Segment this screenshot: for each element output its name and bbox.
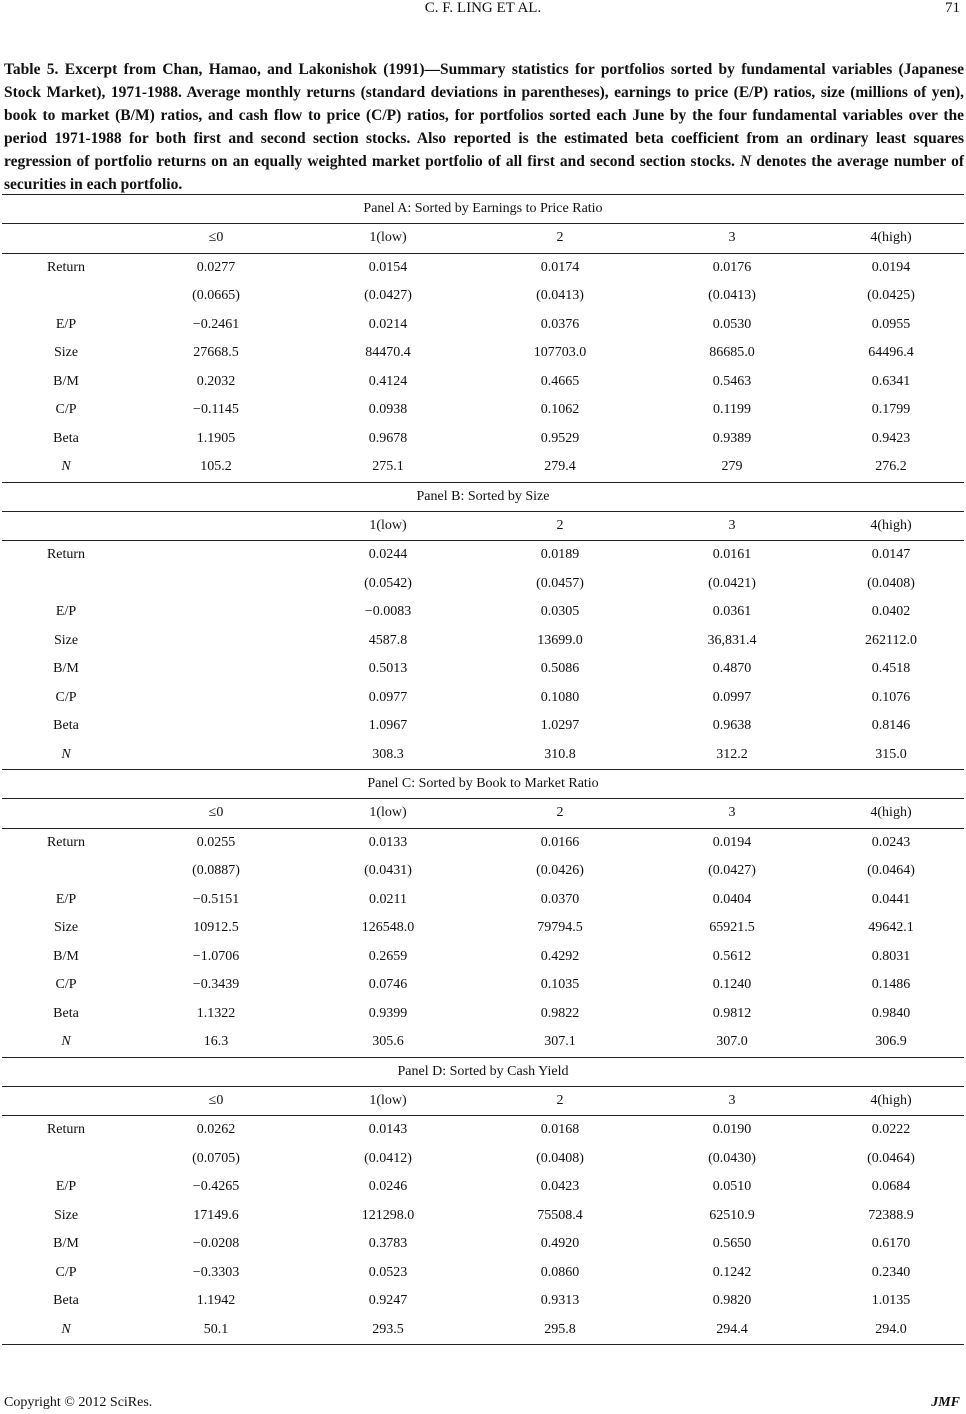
table-cell: 0.0955 [871, 316, 911, 332]
table-cell: 0.9423 [871, 430, 911, 446]
table-row [2, 1316, 964, 1345]
table-cell: (0.0542) [364, 575, 412, 591]
table-cell: 310.8 [474, 741, 646, 770]
table-cell: 84470.4 [365, 345, 411, 361]
table-cell: (0.0665) [192, 288, 240, 304]
table-cell: 307.1 [474, 1028, 646, 1057]
table-row [2, 1230, 964, 1259]
table-cell: 0.0404 [712, 891, 752, 907]
table-cell: 276.2 [818, 453, 964, 482]
table-cell: 0.4920 [540, 1236, 580, 1252]
table-cell: 0.1486 [871, 977, 911, 993]
table-cell: 0.9820 [712, 1293, 752, 1309]
table-cell: (0.0413) [708, 288, 756, 304]
table-cell: 0.0361 [712, 604, 752, 620]
table-cell: 0.9822 [540, 1005, 580, 1021]
table-cell: 0.0746 [368, 977, 408, 993]
table-cell: 0.0938 [368, 402, 408, 418]
row-label: Beta [53, 1293, 79, 1309]
table-cell: 275.1 [302, 453, 474, 482]
table-row [2, 886, 964, 915]
row-label: B/M [53, 1236, 79, 1252]
column-header: 4(high) [818, 511, 964, 541]
column-header: 1(low) [302, 799, 474, 829]
table-cell: 0.6170 [871, 1236, 911, 1252]
column-header-row [2, 1086, 964, 1116]
table-cell: 0.1199 [713, 402, 751, 418]
table-cell: 0.0189 [540, 547, 580, 563]
caption-text-end: denotes the average number of securities in each portfolio. [4, 153, 964, 193]
row-label [2, 570, 130, 599]
table-cell: 0.4124 [368, 373, 408, 389]
row-label: Return [46, 259, 86, 275]
table-cell: 0.0147 [871, 547, 911, 563]
table-cell: 0.0997 [712, 689, 752, 705]
column-header: 2 [474, 511, 646, 541]
table-cell: 0.9313 [540, 1293, 580, 1309]
table-cell: 17149.6 [193, 1207, 239, 1223]
column-header: 3 [646, 1086, 818, 1116]
table-cell: 16.3 [130, 1028, 302, 1057]
table-cell: 126548.0 [361, 920, 415, 936]
table-cell: 0.0277 [196, 259, 236, 275]
table-cell [130, 570, 302, 599]
column-header [2, 511, 130, 541]
table-cell: 0.5612 [712, 948, 752, 964]
table-cell: 0.0222 [871, 1122, 911, 1138]
table-cell: 295.8 [474, 1316, 646, 1345]
table-cell: 0.0194 [712, 834, 752, 850]
panel-title: Panel C: Sorted by Book to Market Ratio [2, 770, 964, 799]
running-head-authors: C. F. LING ET AL. [424, 0, 542, 16]
table-cell: (0.0413) [536, 288, 584, 304]
table-cell: (0.0887) [192, 863, 240, 879]
row-label: N [2, 1028, 130, 1057]
table-row [2, 453, 964, 482]
table-row [2, 943, 964, 972]
table-cell: −0.3439 [192, 977, 240, 993]
table-cell [130, 598, 302, 627]
table-cell: (0.0426) [536, 863, 584, 879]
row-label: Beta [53, 430, 79, 446]
column-header: 1(low) [302, 1086, 474, 1116]
table-cell [130, 655, 302, 684]
table-cell: 0.0423 [540, 1179, 580, 1195]
table-cell: 0.0176 [712, 259, 752, 275]
table-cell: −0.0083 [364, 604, 412, 620]
column-header: 2 [474, 1086, 646, 1116]
caption-text: Table 5. Excerpt from Chan, Hamao, and Lakonishok (1991)—Summary statistics for portfolios sorted by fundamental variables (Japanese Stock Market), 1971-1988. Average monthly returns (standard deviations in parentheses), earnings to price (E/P) ratios, size (millions of yen), book to market (B/M) ratios, and cash flow to price (C/P) ratios, for portfolios sorted each June by the four fundamental variables over the period 1971-1988 for both first and second section stocks. Also reported is the estimated beta coefficient from an ordinary least squares regression of portfolio returns on an equally weighted market portfolio of all first and second section stocks. [4, 61, 964, 170]
page-number: 71 [945, 0, 960, 16]
row-label [2, 282, 130, 311]
table-cell: (0.0427) [364, 288, 412, 304]
row-label: Size [53, 632, 79, 648]
table-cell: 294.0 [818, 1316, 964, 1345]
column-header: 4(high) [818, 799, 964, 829]
table-cell: (0.0427) [708, 863, 756, 879]
table-cell: 4587.8 [368, 632, 408, 648]
table-row [2, 627, 964, 656]
table-cell: 0.0530 [712, 316, 752, 332]
table-cell: 49642.1 [868, 920, 914, 936]
table-cell: 0.0376 [540, 316, 580, 332]
table-cell: 315.0 [818, 741, 964, 770]
table-cell: 0.5650 [712, 1236, 752, 1252]
table-cell [130, 627, 302, 656]
row-label: Beta [53, 1005, 79, 1021]
column-header-row [2, 799, 964, 829]
table-row [2, 1028, 964, 1057]
row-label: Return [46, 1122, 86, 1138]
table-cell: 36,831.4 [707, 632, 757, 648]
copyright-notice: Copyright © 2012 SciRes. [4, 1395, 153, 1410]
row-label: N [2, 453, 130, 482]
row-label: Return [46, 834, 86, 850]
table-cell: 72388.9 [868, 1207, 914, 1223]
row-label: C/P [55, 977, 77, 993]
table-cell: 0.0523 [368, 1264, 408, 1280]
table-cell: −0.4265 [192, 1179, 240, 1195]
table-cell: 0.1076 [871, 689, 911, 705]
table-row [2, 712, 964, 741]
table-row [2, 570, 964, 599]
table-cell [130, 684, 302, 713]
table-cell: 0.0262 [196, 1122, 236, 1138]
table-row [2, 1259, 964, 1288]
table-row [2, 339, 964, 368]
column-header: ≤0 [130, 1086, 302, 1116]
running-head [0, 0, 966, 24]
table-cell: 0.0684 [871, 1179, 911, 1195]
table-row [2, 971, 964, 1000]
table-cell: 0.0305 [540, 604, 580, 620]
table-cell: 0.6341 [871, 373, 911, 389]
table-cell: 0.0441 [871, 891, 911, 907]
table-cell: 0.0402 [871, 604, 911, 620]
table-cell: 0.2340 [871, 1264, 911, 1280]
table-cell: −0.5151 [192, 891, 240, 907]
row-label [2, 857, 130, 886]
table-cell: 1.0297 [540, 718, 580, 734]
table-row [2, 425, 964, 454]
column-header: 3 [646, 224, 818, 254]
table-row [2, 1000, 964, 1029]
table-cell: 0.5086 [540, 661, 580, 677]
table-cell: 1.0967 [368, 718, 408, 734]
column-header: 3 [646, 511, 818, 541]
table-row [2, 1173, 964, 1202]
table-row [2, 741, 964, 770]
table-cell: 312.2 [646, 741, 818, 770]
table-cell: 305.6 [302, 1028, 474, 1057]
table-cell: 79794.5 [537, 920, 583, 936]
table-cell: 0.0174 [540, 259, 580, 275]
table-cell: 0.0977 [368, 689, 408, 705]
panel-title: Panel B: Sorted by Size [2, 482, 964, 511]
table-cell: 262112.0 [865, 632, 917, 648]
table-cell: −0.2461 [192, 316, 240, 332]
table-cell: (0.0464) [867, 863, 915, 879]
column-header-row [2, 224, 964, 254]
table-cell: 1.1905 [196, 430, 236, 446]
table-cell: 0.4870 [712, 661, 752, 677]
table-cell: 1.1322 [196, 1005, 236, 1021]
column-header: 2 [474, 224, 646, 254]
panel-title-row [2, 770, 964, 799]
table-cell: (0.0431) [364, 863, 412, 879]
table-cell: 0.0166 [540, 834, 580, 850]
table-cell: 0.0190 [712, 1122, 752, 1138]
table-cell: 0.0244 [368, 547, 408, 563]
table-row [2, 1116, 964, 1145]
table-cell: −0.3303 [192, 1264, 240, 1280]
table-cell: 0.2032 [196, 373, 236, 389]
table-cell: 0.9638 [712, 718, 752, 734]
column-header [2, 224, 130, 254]
table-row [2, 368, 964, 397]
table-row [2, 684, 964, 713]
table-cell: −1.0706 [192, 948, 240, 964]
table-cell: 0.2659 [368, 948, 408, 964]
row-label: Beta [53, 718, 79, 734]
table-row [2, 282, 964, 311]
row-label: Size [53, 1207, 79, 1223]
table-cell: 306.9 [818, 1028, 964, 1057]
table-cell: (0.0457) [536, 575, 584, 591]
panel-title: Panel D: Sorted by Cash Yield [2, 1057, 964, 1086]
table-cell: 0.1062 [540, 402, 580, 418]
table-cell: 308.3 [302, 741, 474, 770]
table-cell [130, 541, 302, 570]
row-label [2, 1145, 130, 1174]
table-cell: (0.0408) [867, 575, 915, 591]
table-row [2, 1145, 964, 1174]
table-cell: −0.1145 [193, 402, 239, 418]
table-cell: (0.0408) [536, 1150, 584, 1166]
journal-abbreviation: JMF [931, 1395, 960, 1410]
table-cell: 105.2 [130, 453, 302, 482]
table-cell: 0.4292 [540, 948, 580, 964]
table-cell: 0.0211 [369, 891, 407, 907]
table-cell: 0.0161 [712, 547, 752, 563]
table-cell: 75508.4 [537, 1207, 583, 1223]
column-header: 1(low) [302, 511, 474, 541]
table-cell: 107703.0 [533, 345, 587, 361]
table-cell: (0.0412) [364, 1150, 412, 1166]
row-label: Size [53, 920, 79, 936]
table-row [2, 253, 964, 282]
table-cell: (0.0430) [708, 1150, 756, 1166]
row-label: Return [46, 547, 86, 563]
table-cell: 294.4 [646, 1316, 818, 1345]
table-cell: 65921.5 [709, 920, 755, 936]
table-row [2, 1202, 964, 1231]
table-cell: 0.8146 [871, 718, 911, 734]
table-cell: 279 [646, 453, 818, 482]
row-label: C/P [55, 1264, 77, 1280]
table-cell: 0.0370 [540, 891, 580, 907]
column-header-row [2, 511, 964, 541]
table-row [2, 598, 964, 627]
table-cell: 0.1799 [871, 402, 911, 418]
table-row [2, 828, 964, 857]
table-cell: (0.0705) [192, 1150, 240, 1166]
row-label: B/M [53, 948, 79, 964]
row-label: C/P [55, 689, 77, 705]
row-label: N [2, 1316, 130, 1345]
table-cell: 0.8031 [871, 948, 911, 964]
column-header: 4(high) [818, 1086, 964, 1116]
column-header [2, 1086, 130, 1116]
column-header [130, 511, 302, 541]
table-caption [4, 58, 964, 196]
table-cell: 1.1942 [196, 1293, 236, 1309]
table-cell: 0.0510 [712, 1179, 752, 1195]
column-header: 2 [474, 799, 646, 829]
table-row [2, 655, 964, 684]
table-cell: 0.0168 [540, 1122, 580, 1138]
table-row [2, 1287, 964, 1316]
panel-title-row [2, 1057, 964, 1086]
table-cell: 27668.5 [193, 345, 239, 361]
table-cell: (0.0421) [708, 575, 756, 591]
table-cell [130, 712, 302, 741]
table-cell: 0.9529 [540, 430, 580, 446]
column-header: 4(high) [818, 224, 964, 254]
panel-title-row [2, 482, 964, 511]
table-cell: 0.0243 [871, 834, 911, 850]
table-cell: 0.1080 [540, 689, 580, 705]
table-cell: 0.0194 [871, 259, 911, 275]
table-cell: 0.9812 [712, 1005, 752, 1021]
table-cell: 307.0 [646, 1028, 818, 1057]
table-row [2, 311, 964, 340]
table-cell: (0.0464) [867, 1150, 915, 1166]
column-header: 3 [646, 799, 818, 829]
table-cell: 0.4518 [871, 661, 911, 677]
table-cell: 0.9399 [368, 1005, 408, 1021]
table-cell: 86685.0 [709, 345, 755, 361]
row-label: E/P [55, 604, 77, 620]
table-cell: 0.3783 [368, 1236, 408, 1252]
table-cell: 0.0214 [368, 316, 408, 332]
summary-statistics-table [2, 194, 964, 1345]
table-cell: 121298.0 [361, 1207, 415, 1223]
table-row [2, 396, 964, 425]
table-cell: 10912.5 [193, 920, 239, 936]
column-header: 1(low) [302, 224, 474, 254]
column-header: ≤0 [130, 224, 302, 254]
panel-title-row [2, 195, 964, 224]
row-label: E/P [55, 891, 77, 907]
table-cell: 0.4665 [540, 373, 580, 389]
row-label: B/M [53, 661, 79, 677]
row-label: E/P [55, 1179, 77, 1195]
table-cell: 0.1035 [540, 977, 580, 993]
table-cell: 0.0154 [368, 259, 408, 275]
table-cell: 13699.0 [537, 632, 583, 648]
table-cell: 1.0135 [871, 1293, 911, 1309]
table-cell: 0.9678 [368, 430, 408, 446]
table-cell: 293.5 [302, 1316, 474, 1345]
table-cell: 0.5463 [712, 373, 752, 389]
table-cell: −0.0208 [192, 1236, 240, 1252]
table-cell: 0.0143 [368, 1122, 408, 1138]
row-label: N [2, 741, 130, 770]
panel-title: Panel A: Sorted by Earnings to Price Ratio [2, 195, 964, 224]
table-cell: 62510.9 [709, 1207, 755, 1223]
table-row [2, 914, 964, 943]
table-cell: 0.5013 [368, 661, 408, 677]
table-body [2, 195, 964, 1345]
table-cell: 279.4 [474, 453, 646, 482]
table-cell: 0.1242 [712, 1264, 752, 1280]
table-cell: 0.9840 [871, 1005, 911, 1021]
row-label: C/P [55, 402, 77, 418]
table-cell: 64496.4 [868, 345, 914, 361]
caption-n-symbol: N [740, 153, 752, 170]
table-cell: 0.0255 [196, 834, 236, 850]
row-label: Size [53, 345, 79, 361]
table-cell: 0.0133 [368, 834, 408, 850]
table-cell: 0.9389 [712, 430, 752, 446]
table-cell: 0.1240 [712, 977, 752, 993]
row-label: E/P [55, 316, 77, 332]
table-cell: 0.0860 [540, 1264, 580, 1280]
table-cell: 0.0246 [368, 1179, 408, 1195]
row-label: B/M [53, 373, 79, 389]
table-cell [130, 741, 302, 770]
table-row [2, 857, 964, 886]
column-header [2, 799, 130, 829]
table-cell: 0.9247 [368, 1293, 408, 1309]
table-row [2, 541, 964, 570]
table-cell: 50.1 [130, 1316, 302, 1345]
table-cell: (0.0425) [867, 288, 915, 304]
column-header: ≤0 [130, 799, 302, 829]
